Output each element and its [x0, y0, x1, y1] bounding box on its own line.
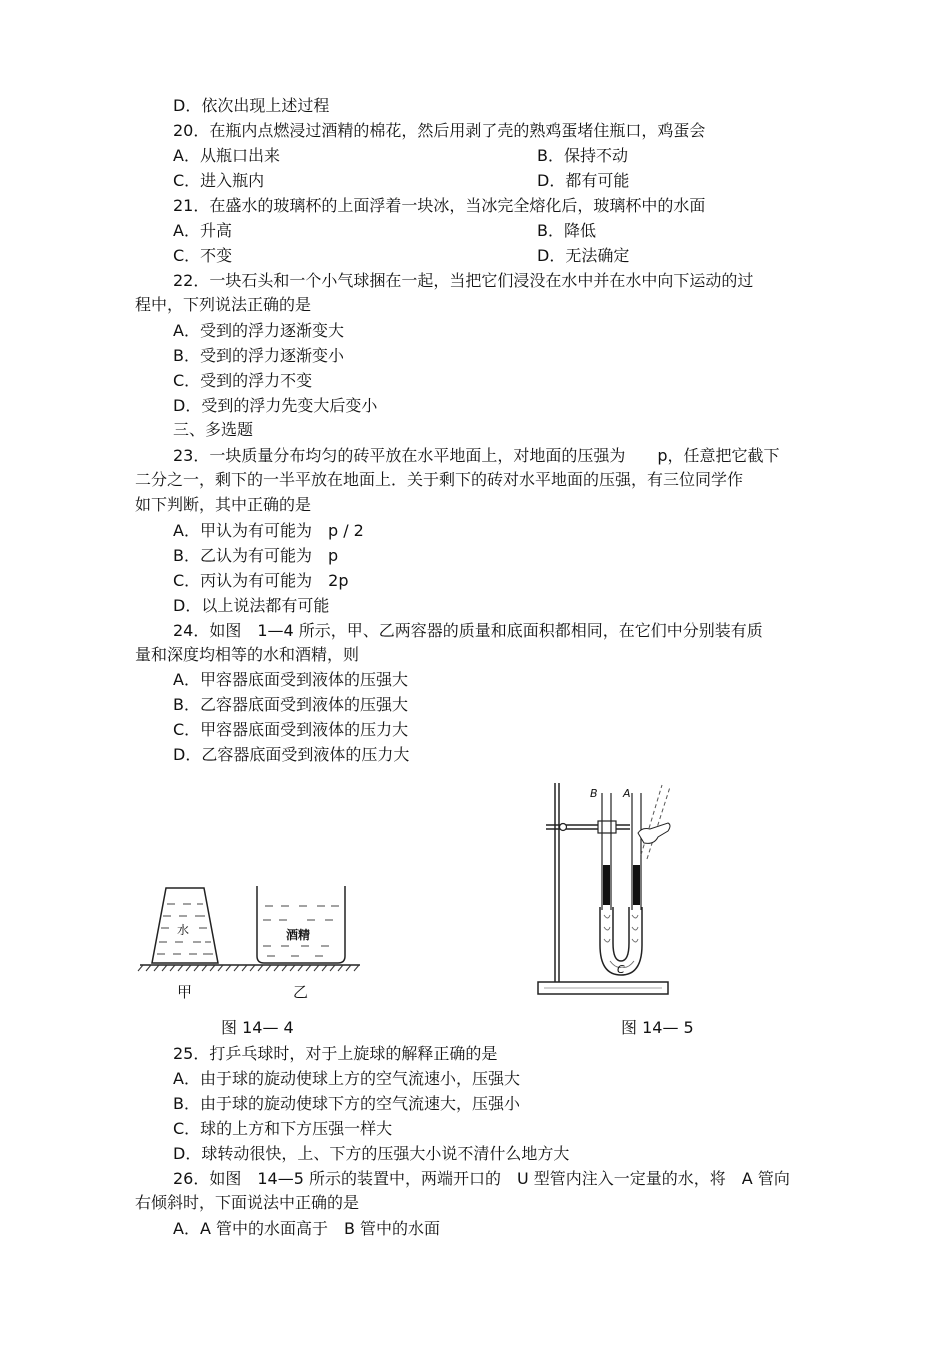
- text-line: B．保持不动: [537, 146, 628, 165]
- text-line: C．进入瓶内: [173, 171, 265, 190]
- text-line: D．无法确定: [537, 246, 630, 265]
- text-line: C．球的上方和下方压强一样大: [173, 1119, 393, 1138]
- text-line: D．乙容器底面受到液体的压力大: [173, 745, 410, 764]
- label-b: B: [590, 787, 598, 800]
- text-line: A．升高: [173, 221, 232, 240]
- text-line: 22．一块石头和一个小气球捆在一起，当把它们浸没在水中并在水中向下运动的过: [173, 271, 754, 290]
- figure-14-4: [135, 880, 375, 1000]
- text-line: D．都有可能: [537, 171, 630, 190]
- water-label: 水: [177, 923, 190, 937]
- text-line: A．从瓶口出来: [173, 146, 280, 165]
- alcohol-label: 酒精: [286, 928, 311, 942]
- text-line: 程中，下列说法正确的是: [135, 295, 312, 314]
- figure-14-5: [530, 775, 700, 1005]
- text-line: D．球转动很快，上、下方的压强大小说不清什么地方大: [173, 1144, 570, 1163]
- text-line: B．乙认为有可能为 p: [173, 546, 339, 565]
- text-line: 20．在瓶内点燃浸过酒精的棉花，然后用剥了壳的熟鸡蛋堵住瓶口，鸡蛋会: [173, 121, 706, 140]
- text-line: A．甲认为有可能为 p / 2: [173, 521, 364, 540]
- text-line: B．受到的浮力逐渐变小: [173, 346, 344, 365]
- text-line: A．甲容器底面受到液体的压强大: [173, 670, 408, 689]
- text-line: 如下判断，其中正确的是: [135, 495, 312, 514]
- text-line: D．以上说法都有可能: [173, 596, 330, 615]
- text-line: C．甲容器底面受到液体的压力大: [173, 720, 409, 739]
- text-line: 24．如图 1—4 所示，甲、乙两容器的质量和底面积都相同，在它们中分别装有质: [173, 621, 763, 640]
- text-line: 右倾斜时，下面说法中正确的是: [135, 1193, 360, 1212]
- label-yi: 乙: [293, 983, 309, 1000]
- text-line: 23．一块质量分布均匀的砖平放在水平地面上，对地面的压强为 p，任意把它截下: [173, 446, 780, 465]
- text-line: C．丙认为有可能为 2p: [173, 571, 349, 590]
- text-line: B．乙容器底面受到液体的压强大: [173, 695, 408, 714]
- text-line: A．A 管中的水面高于 B 管中的水面: [173, 1219, 441, 1238]
- text-line: 21．在盛水的玻璃杯的上面浮着一块冰，当冰完全熔化后，玻璃杯中的水面: [173, 196, 706, 215]
- text-line: 25．打乒乓球时，对于上旋球的解释正确的是: [173, 1044, 498, 1063]
- label-c: C: [617, 963, 625, 976]
- text-line: C．受到的浮力不变: [173, 371, 313, 390]
- text-line: A．受到的浮力逐渐变大: [173, 321, 344, 340]
- text-line: B．由于球的旋动使球下方的空气流速大，压强小: [173, 1094, 520, 1113]
- label-jia: 甲: [177, 983, 193, 1000]
- text-line: 量和深度均相等的水和酒精，则: [135, 645, 360, 664]
- figure-14-5-caption: 图 14— 5: [621, 1018, 694, 1037]
- text-line: A．由于球的旋动使球上方的空气流速小，压强大: [173, 1069, 520, 1088]
- label-a: A: [623, 787, 631, 800]
- text-line: D．受到的浮力先变大后变小: [173, 396, 378, 415]
- text-line: B．降低: [537, 221, 596, 240]
- text-line: D．依次出现上述过程: [173, 96, 330, 115]
- text-line: C．不变: [173, 246, 233, 265]
- figure-14-4-caption: 图 14— 4: [221, 1018, 294, 1037]
- text-line: 26．如图 14—5 所示的装置中，两端开口的 U 型管内注入一定量的水，将 A 管向: [173, 1169, 790, 1188]
- text-line: 三、多选题: [173, 420, 254, 439]
- text-line: 二分之一，剩下的一半平放在地面上．关于剩下的砖对水平地面的压强，有三位同学作: [135, 470, 744, 489]
